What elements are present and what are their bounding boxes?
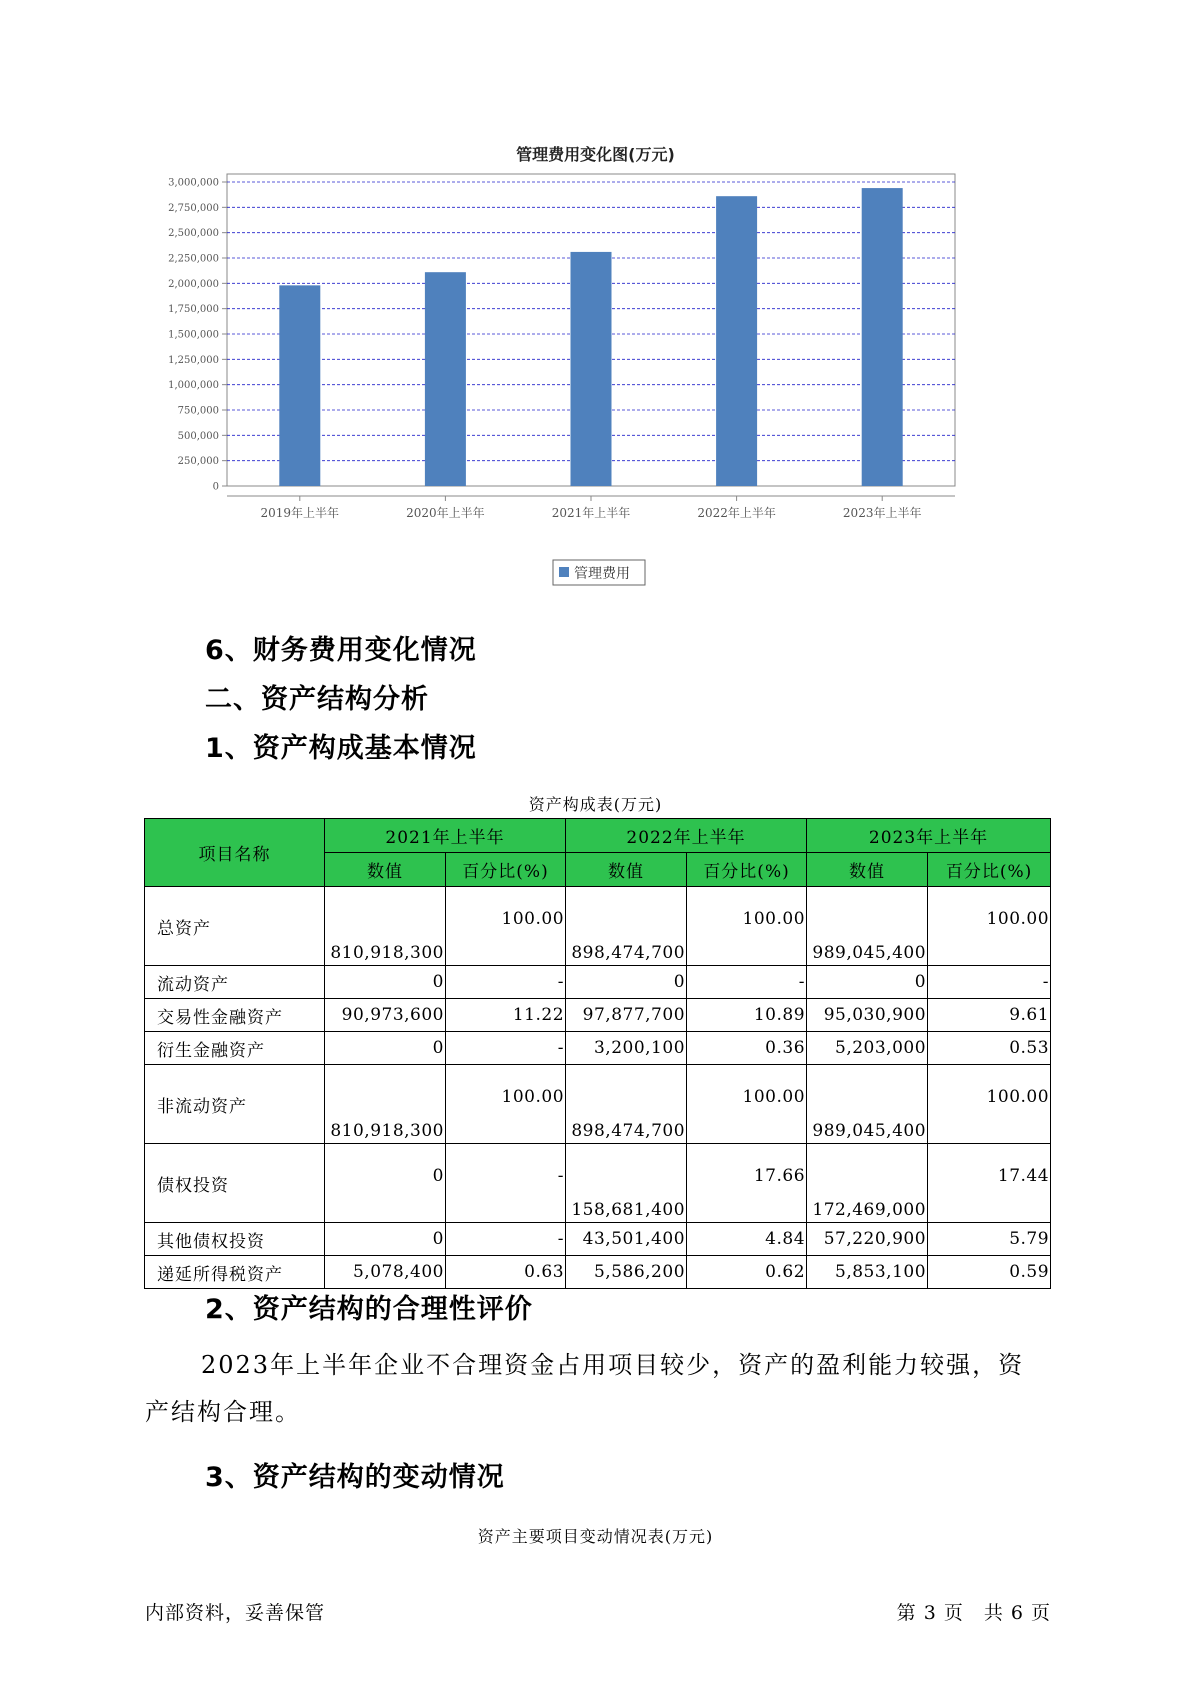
value-cell: 0: [325, 1032, 446, 1065]
table-row: [145, 1256, 1051, 1289]
table-row: [145, 1032, 1051, 1065]
header-percent: 百分比(%): [928, 853, 1051, 887]
row-label: 总资产: [145, 887, 325, 966]
legend-swatch: [559, 567, 569, 577]
header-value: 数值: [325, 853, 446, 887]
y-tick-label: 500,000: [177, 430, 219, 442]
x-tick-label: 2023年上半年: [842, 506, 922, 520]
header-period: 2023年上半年: [807, 819, 1051, 853]
percent-cell: -: [928, 966, 1051, 999]
table-row: [145, 1065, 1051, 1144]
table-row: [145, 887, 1051, 966]
y-tick-label: 1,000,000: [168, 380, 219, 392]
row-label: 衍生金融资产: [145, 1032, 325, 1065]
x-tick-label: 2021年上半年: [551, 506, 631, 520]
value-cell: 158,681,400: [566, 1144, 687, 1223]
table-row: [145, 1144, 1051, 1223]
row-label: 流动资产: [145, 966, 325, 999]
heading-structure-evaluation: 2、资产结构的合理性评价: [205, 1294, 533, 1325]
percent-cell: 0.36: [687, 1032, 807, 1065]
percent-cell: 0.59: [928, 1256, 1051, 1289]
value-cell: 90,973,600: [325, 999, 446, 1032]
percent-cell: 9.61: [928, 999, 1051, 1032]
header-period: 2021年上半年: [325, 819, 566, 853]
percent-cell: 100.00: [687, 887, 807, 966]
percent-cell: 100.00: [446, 1065, 566, 1144]
bar-chart: [0, 0, 1191, 600]
value-cell: 0: [807, 966, 928, 999]
value-cell: 172,469,000: [807, 1144, 928, 1223]
heading-structure-change: 3、资产结构的变动情况: [205, 1462, 505, 1493]
row-label: 非流动资产: [145, 1065, 325, 1144]
value-cell: 810,918,300: [325, 887, 446, 966]
bar: [716, 196, 757, 486]
percent-cell: 10.89: [687, 999, 807, 1032]
x-tick-label: 2022年上半年: [697, 506, 776, 520]
y-tick-label: 750,000: [177, 405, 219, 417]
y-tick-label: 250,000: [177, 456, 219, 468]
percent-cell: 17.44: [928, 1144, 1051, 1223]
value-cell: 0: [325, 1223, 446, 1256]
evaluation-paragraph: 2023年上半年企业不合理资金占用项目较少，资产的盈利能力较强，资产结构合理。: [145, 1351, 1025, 1426]
table-row: [145, 1223, 1051, 1256]
table-caption: 资产构成表(万元): [528, 795, 663, 814]
bar: [571, 252, 612, 486]
percent-cell: -: [446, 1144, 566, 1223]
footer-page-number: 第 3 页 共 6 页: [896, 1602, 1051, 1624]
percent-cell: 0.53: [928, 1032, 1051, 1065]
percent-cell: 0.62: [687, 1256, 807, 1289]
heading-asset-composition: 1、资产构成基本情况: [205, 733, 477, 764]
percent-cell: -: [446, 1223, 566, 1256]
value-cell: 3,200,100: [566, 1032, 687, 1065]
value-cell: 5,586,200: [566, 1256, 687, 1289]
percent-cell: 17.66: [687, 1144, 807, 1223]
value-cell: 0: [325, 1144, 446, 1223]
header-period: 2022年上半年: [566, 819, 807, 853]
percent-cell: 4.84: [687, 1223, 807, 1256]
legend-label: 管理费用: [574, 566, 630, 582]
value-cell: 95,030,900: [807, 999, 928, 1032]
row-label: 其他债权投资: [145, 1223, 325, 1256]
percent-cell: 11.22: [446, 999, 566, 1032]
y-tick-label: 1,500,000: [168, 329, 219, 341]
footer-confidential: 内部资料，妥善保管: [145, 1602, 326, 1624]
value-cell: 898,474,700: [566, 887, 687, 966]
percent-cell: 0.63: [446, 1256, 566, 1289]
x-tick-label: 2020年上半年: [406, 506, 485, 520]
percent-cell: -: [687, 966, 807, 999]
asset-composition-table: [144, 818, 1051, 1289]
percent-cell: 100.00: [687, 1065, 807, 1144]
chart-title: 管理费用变化图(万元): [516, 145, 675, 164]
percent-cell: -: [446, 1032, 566, 1065]
y-tick-label: 1,750,000: [168, 304, 219, 316]
header-value: 数值: [807, 853, 928, 887]
x-tick-label: 2019年上半年: [260, 506, 340, 520]
table-row: [145, 966, 1051, 999]
percent-cell: 100.00: [928, 1065, 1051, 1144]
y-tick-label: 2,750,000: [168, 202, 219, 214]
heading-asset-structure: 二、资产结构分析: [205, 684, 429, 715]
value-cell: 57,220,900: [807, 1223, 928, 1256]
y-tick-label: 1,250,000: [168, 354, 219, 366]
value-cell: 989,045,400: [807, 887, 928, 966]
percent-cell: 5.79: [928, 1223, 1051, 1256]
bar: [425, 272, 466, 486]
value-cell: 5,203,000: [807, 1032, 928, 1065]
header-item-name: 项目名称: [145, 819, 325, 887]
bar: [279, 285, 320, 486]
value-cell: 810,918,300: [325, 1065, 446, 1144]
header-value: 数值: [566, 853, 687, 887]
heading-finance-expense: 6、财务费用变化情况: [205, 635, 477, 666]
y-tick-label: 2,250,000: [168, 253, 219, 265]
value-cell: 0: [566, 966, 687, 999]
percent-cell: -: [446, 966, 566, 999]
value-cell: 43,501,400: [566, 1223, 687, 1256]
value-cell: 898,474,700: [566, 1065, 687, 1144]
percent-cell: 100.00: [928, 887, 1051, 966]
value-cell: 97,877,700: [566, 999, 687, 1032]
row-label: 债权投资: [145, 1144, 325, 1223]
value-cell: 5,853,100: [807, 1256, 928, 1289]
value-cell: 5,078,400: [325, 1256, 446, 1289]
y-tick-label: 0: [212, 481, 219, 493]
y-tick-label: 3,000,000: [168, 177, 219, 189]
y-tick-label: 2,500,000: [168, 228, 219, 240]
row-label: 交易性金融资产: [145, 999, 325, 1032]
value-cell: 989,045,400: [807, 1065, 928, 1144]
table-row: [145, 999, 1051, 1032]
row-label: 递延所得税资产: [145, 1256, 325, 1289]
y-tick-label: 2,000,000: [168, 278, 219, 290]
percent-cell: 100.00: [446, 887, 566, 966]
table-caption-change: 资产主要项目变动情况表(万元): [477, 1527, 714, 1546]
value-cell: 0: [325, 966, 446, 999]
header-percent: 百分比(%): [446, 853, 566, 887]
header-percent: 百分比(%): [687, 853, 807, 887]
bar: [862, 188, 903, 486]
